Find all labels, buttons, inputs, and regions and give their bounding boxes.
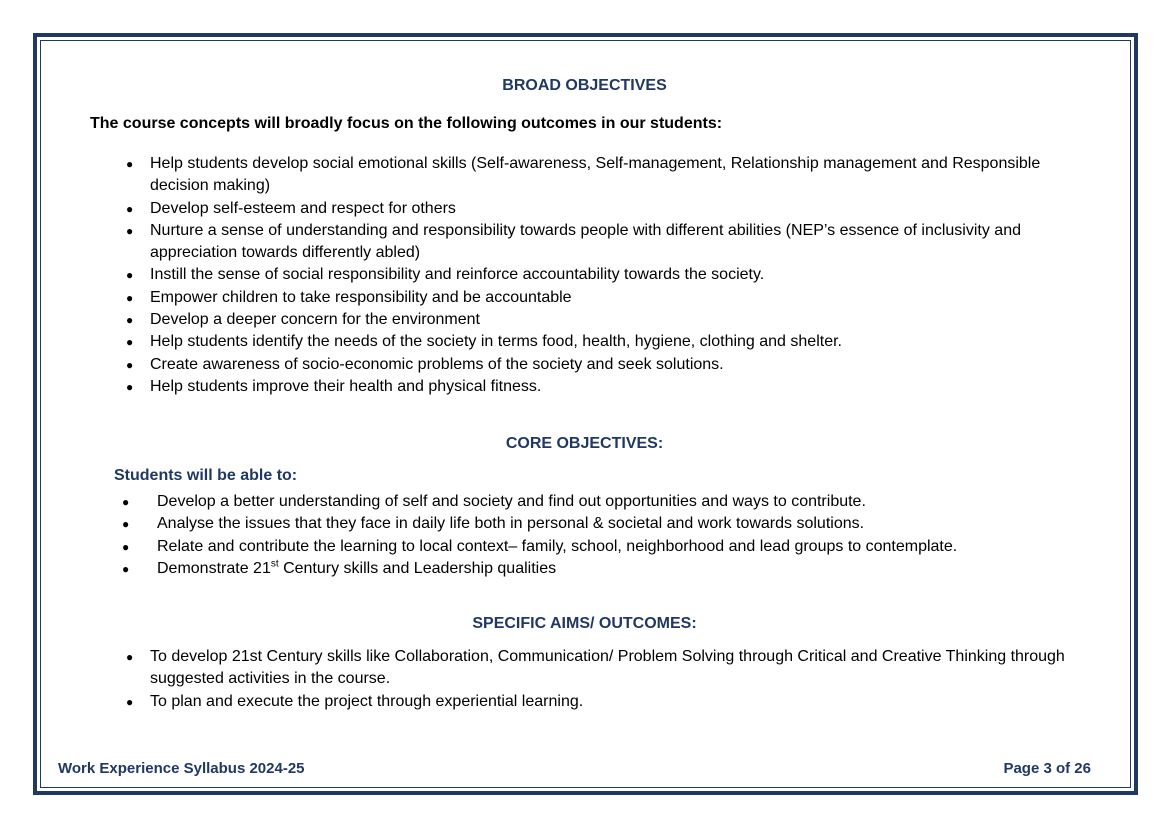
bullet-icon: ●: [122, 539, 130, 554]
list-item: ● Develop a deeper concern for the environment: [150, 309, 1095, 331]
specific-aims-list: [126, 646, 1095, 713]
bullet-icon: ●: [126, 201, 134, 216]
list-item: ● Analyse the issues that they face in daily life both in personal & societal and work towards solutions.: [157, 513, 1092, 535]
core-objectives-heading: CORE OBJECTIVES:: [505, 435, 664, 452]
list-item: ● Empower children to take responsibility and be accountable: [150, 287, 1095, 309]
list-item: ● Help students identify the needs of the society in terms food, health, hygiene, clothing and shelter.: [150, 331, 1095, 353]
list-item: ● Instill the sense of social responsibility and reinforce accountability towards the society.: [150, 264, 1095, 286]
broad-objectives-list: [126, 153, 1095, 398]
list-item: ● Develop a better understanding of self and society and find out opportunities and ways to contribute.: [157, 491, 1092, 513]
bullet-icon: ●: [126, 157, 134, 171]
bullet-icon: ●: [126, 268, 134, 283]
bullet-icon: ●: [126, 335, 134, 350]
list-item: ● Relate and contribute the learning to local context– family, school, neighborhood and lead groups to contemplate.: [157, 536, 1092, 558]
core-objectives-subheading: Students will be able to:: [114, 467, 298, 484]
bullet-icon: ●: [126, 223, 134, 238]
broad-objectives-heading: BROAD OBJECTIVES: [502, 77, 667, 94]
bullet-icon: ●: [126, 357, 134, 372]
bullet-icon: ●: [122, 561, 130, 576]
list-item: ● Demonstrate 21st Century skills and Leadership qualities: [157, 558, 1092, 580]
bullet-icon: ●: [126, 650, 134, 664]
bullet-icon: ●: [122, 495, 130, 509]
bullet-icon: ●: [126, 379, 134, 394]
list-item: ● To plan and execute the project through experiential learning.: [150, 691, 1095, 713]
bullet-icon: ●: [122, 517, 130, 532]
list-item: ● Help students improve their health and physical fitness.: [150, 376, 1095, 398]
list-item: ● Nurture a sense of understanding and responsibility towards people with different abilities (NEP’s essence of inclusivity and appreciation towards differently abled): [126, 221, 1021, 262]
bullet-icon: ●: [126, 313, 134, 328]
broad-objectives-intro: The course concepts will broadly focus on the following outcomes in our students:: [90, 115, 723, 132]
list-item: ● Create awareness of socio-economic problems of the society and seek solutions.: [150, 354, 1095, 376]
specific-aims-heading: SPECIFIC AIMS/ OUTCOMES:: [472, 615, 697, 632]
bullet-icon: ●: [126, 694, 134, 709]
footer-title: Work Experience Syllabus 2024-25: [58, 760, 305, 777]
list-item: ● Develop self-esteem and respect for others: [150, 198, 1095, 220]
page-number: Page 3 of 26: [1003, 760, 1091, 777]
list-item: ● To develop 21st Century skills like Collaboration, Communication/ Problem Solving through Critical and Creative Thinking through suggested activities in the course.: [126, 648, 1065, 688]
bullet-icon: ●: [126, 290, 134, 305]
list-item: ● Help students develop social emotional skills (Self-awareness, Self-management, Relationship management and Responsible decision making): [126, 155, 1041, 195]
core-objectives-list: [122, 491, 1092, 580]
